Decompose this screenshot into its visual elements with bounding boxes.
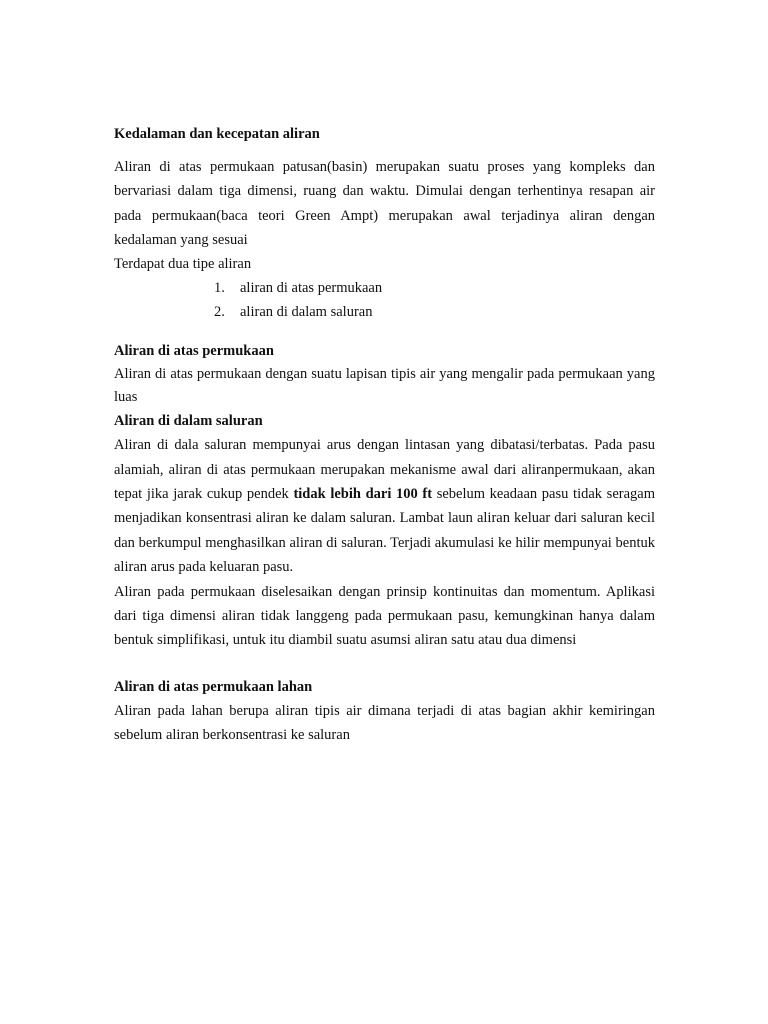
list-item <box>114 300 655 324</box>
channel-text-part-2: sebelum keadaan pasu tidak seragam menjadikan konsentrasi aliran ke dalam saluran. Lambat laun aliran keluar dari saluran kecil dan berkumpul menghasilkan aliran di saluran. Terjadi akumulasi ke hilir mempunyai bentuk aliran arus pada keluaran pasu. <box>114 486 655 576</box>
intro-paragraph: Aliran di atas permukaan patusan(basin) merupakan suatu proses yang kompleks dan bervariasi dalam tiga dimensi, ruang dan waktu. Dimulai dengan terhentinya resapan air pada permukaan(baca teori Green Ampt) merupakan awal terjadinya aliran dengan kedalaman yang sesuai <box>114 159 655 248</box>
section-heading-land-surface-flow: Aliran di atas permukaan lahan <box>114 678 313 695</box>
channel-text-part-1: Aliran di dala saluran mempunyai arus dengan lintasan yang dibatasi/terbatas. Pada pasu alamiah, aliran di atas permukaan merupakan mekanisme awal dari aliranpermukaan, akan tepat jika jarak cukup pendek <box>114 437 655 502</box>
channel-text-bold: tidak lebih dari 100 ft <box>293 486 433 502</box>
list-item <box>114 276 655 300</box>
document-title: Kedalaman dan kecepatan aliran <box>114 126 320 142</box>
section-text-land-surface-flow: Aliran pada lahan berupa aliran tipis air dimana terjadi di atas bagian akhir kemiringan sebelum aliran berkonsentrasi ke saluran <box>114 702 655 744</box>
flow-types-list <box>114 276 655 324</box>
section-heading-channel-flow: Aliran di dalam saluran <box>114 413 263 430</box>
section-text-channel-flow <box>114 433 655 579</box>
section-text-channel-flow-2: Aliran pada permukaan diselesaikan dengan prinsip kontinuitas dan momentum. Aplikasi dari tiga dimensi aliran tidak langgeng pada permukaan pasu, kemungkinan hanya dalam bentuk simplifikasi, untuk itu diambil suatu asumsi aliran satu atau dua dimensi <box>114 583 655 649</box>
document-page <box>114 122 655 747</box>
list-item-label: aliran di atas permukaan <box>240 280 383 297</box>
list-item-number: 2. <box>214 304 225 321</box>
section-heading-surface-flow: Aliran di atas permukaan <box>114 343 274 360</box>
list-item-number: 1. <box>214 280 225 297</box>
types-intro: Terdapat dua tipe aliran <box>114 256 252 273</box>
list-item-label: aliran di dalam saluran <box>240 304 373 321</box>
section-text-surface-flow: Aliran di atas permukaan dengan suatu lapisan tipis air yang mengalir pada permukaan yang luas <box>114 366 655 406</box>
